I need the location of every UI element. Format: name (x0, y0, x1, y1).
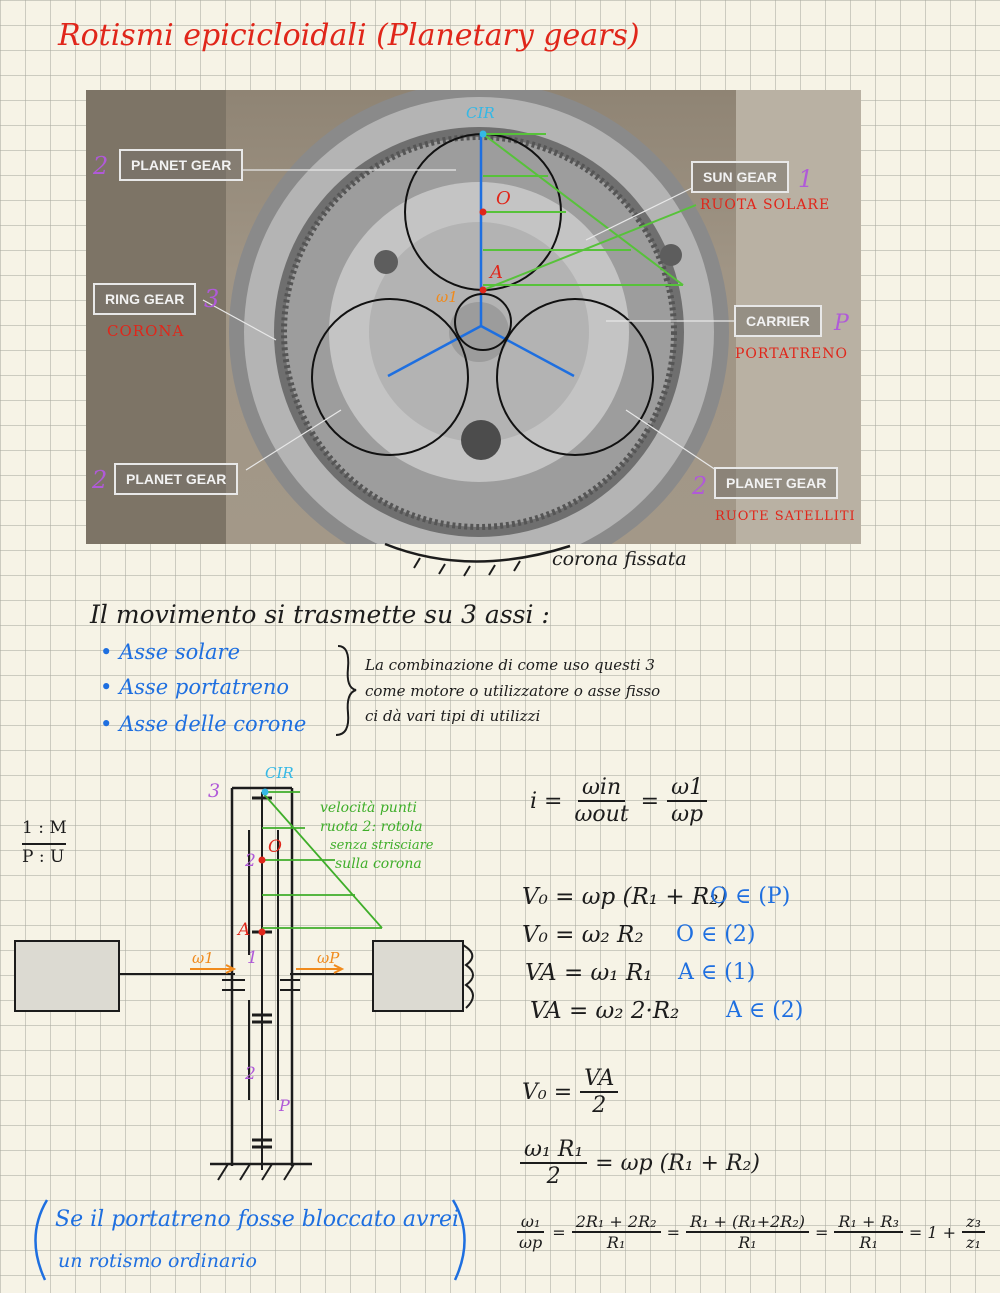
label-ring-gear: RING GEAR (93, 283, 196, 315)
diagram-num-2a: 2 (245, 851, 256, 871)
movement-item-3-label: Asse delle corone (119, 712, 307, 736)
num-carrier: P (834, 311, 849, 336)
bottom-note-line-2: un rotismo ordinario (58, 1250, 257, 1272)
half-lhs: V₀ = (522, 1079, 573, 1105)
movement-heading: Il movimento si trasmette su 3 assi : (90, 600, 550, 629)
final-den-3: R₁ (738, 1233, 757, 1252)
velocity-eq-1-tag: O ∈ (P) (710, 884, 791, 909)
diagram-num-3: 3 (208, 780, 221, 802)
final-num-1: ω₁ (517, 1212, 544, 1233)
final-den-2: R₁ (606, 1233, 626, 1252)
ratio-num-1: ωin (578, 775, 625, 802)
omega-rhs: = ωp (R₁ + R₂) (595, 1150, 760, 1176)
curly-brace (332, 643, 362, 738)
num-planet-top: 2 (93, 152, 109, 180)
movement-item-1-label: Asse solare (119, 640, 241, 664)
photo-w1-label: ω1 (436, 288, 458, 306)
final-frac-3 (686, 1212, 809, 1252)
ratio-den-1: ωout (574, 802, 629, 827)
final-eq-3: = (815, 1222, 829, 1242)
final-eq-2: = (666, 1222, 680, 1242)
final-frac-5 (962, 1212, 985, 1252)
num-planet-bl: 2 (92, 466, 108, 494)
final-equation (515, 1212, 985, 1252)
diagram-note-4: sulla corona (335, 856, 422, 872)
velocity-eq-2: V₀ = ω₂ R₂ (522, 922, 644, 948)
planetary-gear-photo (86, 90, 861, 544)
velocity-eq-4: VA = ω₂ 2·R₂ (530, 998, 680, 1024)
movement-item-2: • Asse portatreno (100, 675, 290, 699)
label-planet-gear-bottom-left: PLANET GEAR (114, 463, 238, 495)
photo-o-label: O (496, 188, 511, 209)
movement-item-3: • Asse delle corone (100, 712, 307, 736)
diagram-note-3: senza strisciare (330, 838, 434, 853)
final-den-1: ωp (519, 1233, 543, 1252)
label-planet-gear-bottom-right: PLANET GEAR (714, 467, 838, 499)
bottom-note-line-1: Se il portatreno fosse bloccato avrei (55, 1207, 460, 1232)
movement-item-1: • Asse solare (100, 640, 241, 664)
num-sun: 1 (798, 165, 814, 193)
ratio-equation (530, 775, 707, 827)
diagram-mu-top: 1 : M (22, 818, 67, 838)
ratio-equals: = (640, 788, 660, 814)
ratio-frac-1 (570, 775, 632, 827)
omega-den: 2 (546, 1164, 561, 1189)
velocity-eq-2-tag: O ∈ (2) (676, 922, 756, 947)
label-planet-gear-top: PLANET GEAR (119, 149, 243, 181)
movement-note-1: La combinazione di come uso questi 3 (365, 656, 655, 674)
diagram-note-1: velocità punti (320, 800, 417, 816)
diagram-wp: ωP (317, 949, 340, 967)
final-num-2: 2R₁ + 2R₂ (572, 1212, 661, 1233)
annotation-ruota-solare: RUOTA SOLARE (700, 197, 831, 213)
annotation-corona: CORONA (107, 322, 185, 340)
ratio-den-2: ωp (671, 802, 704, 827)
diagram-note-2: ruota 2: rotola (320, 819, 423, 835)
diagram-num-2b: 2 (245, 1064, 256, 1084)
ratio-num-2: ω1 (667, 775, 707, 802)
final-den-5: z₁ (966, 1233, 981, 1252)
diagram-o: O (268, 837, 282, 857)
omega-equation (520, 1137, 760, 1189)
half-frac (580, 1066, 618, 1118)
annotation-ruote-satelliti: RUOTE SATELLITI (715, 509, 856, 524)
diagram-mu-bottom: P : U (22, 847, 65, 867)
movement-note-2: come motore o utilizzatore o asse fisso (365, 682, 661, 700)
final-num-5: z₃ (962, 1212, 985, 1233)
label-carrier: CARRIER (734, 305, 822, 337)
velocity-eq-3-tag: A ∈ (1) (678, 960, 756, 985)
final-frac-2 (572, 1212, 661, 1252)
num-ring: 3 (204, 285, 220, 313)
photo-cir-label: CIR (466, 104, 495, 122)
annotation-portatreno: PORTATRENO (735, 346, 848, 362)
diagram-p: P (279, 1096, 290, 1115)
omega-num: ω₁ R₁ (520, 1137, 587, 1164)
ratio-frac-2 (667, 775, 707, 827)
velocity-eq-1: V₀ = ωp (R₁ + R₂) (522, 884, 728, 910)
final-frac-4 (834, 1212, 903, 1252)
num-planet-br: 2 (692, 472, 708, 500)
final-frac-1 (515, 1212, 546, 1252)
diagram-w1: ω1 (192, 949, 214, 967)
half-den: 2 (592, 1093, 607, 1118)
half-num: VA (580, 1066, 618, 1093)
corona-fissata-label: corona fissata (552, 548, 687, 570)
movement-item-2-label: Asse portatreno (119, 675, 290, 699)
diagram-num-1: 1 (247, 948, 258, 968)
omega-frac (520, 1137, 587, 1189)
final-num-3: R₁ + (R₁+2R₂) (686, 1212, 809, 1233)
label-sun-gear: SUN GEAR (691, 161, 789, 193)
velocity-eq-3: VA = ω₁ R₁ (525, 960, 653, 986)
half-velocity-equation (522, 1066, 618, 1118)
final-tail: = 1 + (908, 1222, 957, 1242)
photo-a-label: A (490, 262, 503, 283)
final-num-4: R₁ + R₃ (834, 1212, 903, 1233)
final-eq-1: = (552, 1222, 566, 1242)
page-title: Rotismi epicicloidali (Planetary gears) (58, 18, 640, 53)
final-den-4: R₁ (859, 1233, 878, 1252)
diagram-mu-divider (22, 843, 66, 845)
diagram-a: A (238, 920, 251, 940)
ratio-lhs: i = (530, 788, 563, 814)
velocity-eq-4-tag: A ∈ (2) (726, 998, 804, 1023)
movement-note-3: ci dà vari tipi di utilizzi (365, 707, 541, 725)
fixed-corona-mark (380, 538, 580, 578)
diagram-cir: CIR (265, 764, 294, 782)
